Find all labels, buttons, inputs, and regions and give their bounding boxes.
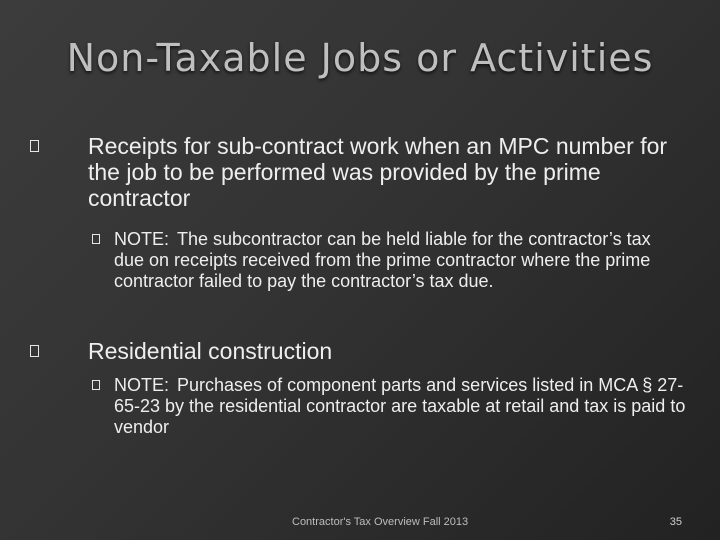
note-label: NOTE: xyxy=(114,375,170,395)
bullet-marker-icon xyxy=(30,345,39,357)
slide-footer: Contractor's Tax Overview Fall 2013 xyxy=(292,516,469,528)
bullet-receipts: Receipts for sub-contract work when an MPC number for the job to be performed was provided by the prime contractor xyxy=(88,133,668,211)
bullet-marker-icon xyxy=(30,140,39,152)
sub-bullet-note-2 xyxy=(114,375,694,438)
note-text: The subcontractor can be held liable for the contractor’s tax due on receipts received from the prime contractor where the prime contractor failed to pay the contractor’s tax due. xyxy=(114,229,651,291)
slide-title: Non-Taxable Jobs or Activities xyxy=(66,36,654,80)
sub-bullet-marker-icon xyxy=(92,234,100,244)
sub-bullet-note-1 xyxy=(114,229,684,292)
page-number: 35 xyxy=(669,516,682,528)
note-label: NOTE: xyxy=(114,229,170,249)
bullet-residential: Residential construction xyxy=(88,338,333,364)
sub-bullet-marker-icon xyxy=(92,380,100,390)
note-text: Purchases of component parts and services listed in MCA § 27-65-23 by the residential contractor are taxable at retail and tax is paid to vendor xyxy=(114,375,686,437)
